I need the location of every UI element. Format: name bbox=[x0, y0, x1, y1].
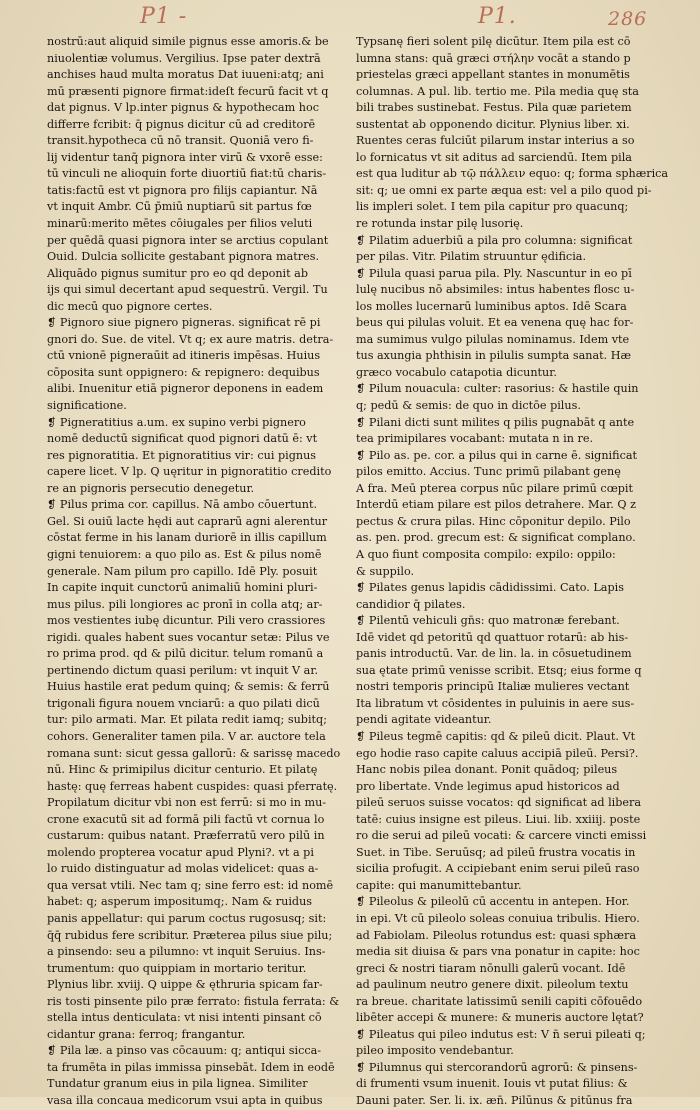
marginal-note-left: P1 - bbox=[140, 4, 188, 29]
text-line: anchises haud multa moratus Dat iuueni:atq; ani bbox=[47, 68, 324, 82]
text-line: cohors. Generaliter tamen pila. V ar. auctore tela bbox=[47, 729, 326, 743]
text-line: stella intus denticulata: vt nisi intenti pinsant cō bbox=[47, 1011, 322, 1025]
text-line: di frumenti vsum inuenit. Iouis vt putat filius: & bbox=[356, 1077, 628, 1091]
text-line: res pignoratitia. Et pignoratitius vir: cui pignus bbox=[47, 448, 317, 462]
text-line: ❡ Pilani dicti sunt milites q pilis pugnabāt q ante bbox=[356, 415, 635, 429]
text-line: dat pignus. V lp.inter pignus & hypothecam hoc bbox=[47, 101, 319, 115]
text-line: ad paulinum neutro genere dixit. pileolum textu bbox=[356, 978, 629, 992]
text-line: priestelas græci appellant stantes in monumētis bbox=[356, 68, 630, 82]
text-line: los molles lucernarū luminibus aptos. Idē Scara bbox=[356, 299, 627, 313]
text-line: panis introductū. Var. de lin. la. in cōsuetudinem bbox=[356, 647, 632, 661]
text-line: ❡ Pilo as. pe. cor. a pilus qui in carne ē. significat bbox=[356, 448, 637, 462]
text-line: capere licet. V lp. Q uęritur in pignoratitio credito bbox=[47, 465, 332, 479]
text-line: ❡ Pileolus & pileolū cū accentu in antepen. Hor. bbox=[356, 895, 630, 909]
text-line: ego hodie raso capite caluus accipiā pileū. Persi?. bbox=[356, 746, 639, 760]
text-line: sua ętate primū venisse scribit. Etsq; eius forme q bbox=[356, 663, 642, 677]
text-line: dic mecū quo pignore certes. bbox=[47, 299, 213, 313]
folio-number: 286 bbox=[608, 8, 648, 30]
text-line: sit: q; ue omni ex parte æqua est: vel a pilo quod pi- bbox=[356, 183, 652, 197]
text-line: Idē videt qd petoritū qd quattuor rotarū: ab his- bbox=[356, 630, 629, 644]
text-line: pro libertate. Vnde legimus apud historicos ad bbox=[356, 779, 620, 793]
text-line: vt inquit Ambr. Cū p̄miū nuptiarū sit partus fœ bbox=[47, 200, 312, 214]
text-line: mū præsenti pignore firmat:ideſt fecurū facit vt q bbox=[47, 84, 329, 98]
text-line: ❡ Pignoro siue pignero pigneras. significat rē pi bbox=[47, 316, 321, 330]
text-line: ❡ Pilates genus lapidis cādidissimi. Cato. Lapis bbox=[356, 581, 624, 595]
text-line: gigni tenuiorem: a quo pilo as. Est & pilus nomē bbox=[47, 547, 322, 561]
text-line: significatione. bbox=[47, 399, 127, 413]
text-line: ❡ Pilula quasi parua pila. Ply. Nascuntur in eo pī bbox=[356, 266, 632, 280]
text-line: lumna stans: quā græci στήλην vocāt a stando p bbox=[356, 51, 631, 65]
text-line: ❡ Pilum nouacula: culter: rasorius: & hastile quin bbox=[356, 382, 639, 396]
text-line: lij videntur tanq̄ pignora inter virū & vxorē esse: bbox=[47, 150, 323, 164]
text-line: sicilia profugit. A ccipiebant enim serui pileū raso bbox=[356, 862, 640, 876]
text-line: & suppilo. bbox=[356, 564, 415, 578]
text-line: ijs qui simul decertant apud sequestrū. Vergil. Tu bbox=[47, 283, 328, 297]
text-line: q̄q̄ rubidus fere scribitur. Præterea pilus siue pilu; bbox=[47, 928, 333, 942]
text-line: ❡ Pileus tegmē capitis: qd & pileū dicit. Plaut. Vt bbox=[356, 729, 636, 743]
marginal-note-center: P1. bbox=[478, 4, 517, 29]
text-line: as. pen. prod. grecum est: & significat complano. bbox=[356, 531, 636, 545]
text-line: mus pilus. pili longiores ac pronī in colla atq; ar- bbox=[47, 597, 323, 611]
text-line: ta frumēta in pilas immissa pinsebāt. Idem in eodē bbox=[47, 1060, 335, 1074]
text-line: pertinendo dictum quasi perilum: vt inquit V ar. bbox=[47, 663, 319, 677]
text-line: lis impleri solet. I tem pila capitur pro quacunq; bbox=[356, 200, 629, 214]
text-line: in epi. Vt cū pileolo soleas conuiua tribulis. Hiero. bbox=[356, 911, 640, 925]
text-line: pendi agitate videantur. bbox=[356, 713, 492, 727]
text-line: Plynius libr. xviij. Q uippe & ęthruria spicam far- bbox=[47, 978, 323, 992]
text-line: custarum: quibus natant. Præferratū vero pilū in bbox=[47, 829, 325, 843]
text-line: græco vocabulo catapotia dicuntur. bbox=[356, 365, 557, 379]
text-line: tatē: cuius insigne est pileus. Liui. lib. xxiiij. poste bbox=[356, 812, 641, 826]
text-line: cidantur grana: ferroq; frangantur. bbox=[47, 1027, 246, 1041]
text-line: trigonali figura nouem vnciarū: a quo pilati dicū bbox=[47, 696, 320, 710]
text-line: tur: pilo armati. Mar. Et pilata redit iamq; subitq; bbox=[47, 713, 327, 727]
text-line: mos vestientes iubę dicuntur. Pili vero crassiores bbox=[47, 614, 326, 628]
text-line: rigidi. quales habent sues vocantur setæ: Pilus ve bbox=[47, 630, 330, 644]
text-line: ro prima prod. qd & pilū dicitur. telum romanū a bbox=[47, 647, 324, 661]
text-line: ma sumimus vulgo pilulas nominamus. Idem vte bbox=[356, 332, 630, 346]
text-line: Suet. in Tibe. Seruūsq; ad pileū frustra vocatis in bbox=[356, 845, 636, 859]
text-line: ad Fabiolam. Pileolus rotundus est: quasi sphæra bbox=[356, 928, 637, 942]
text-line: In capite inquit cunctorū animaliū homini pluri- bbox=[47, 581, 318, 595]
text-line: greci & nostri tiaram nōnulli galerū vocant. Idē bbox=[356, 961, 626, 975]
text-line: hastę: quę ferreas habent cuspides: quasi pferratę. bbox=[47, 779, 338, 793]
text-line: nostri temporis principū Italiæ mulieres vectant bbox=[356, 680, 630, 694]
text-line: alibi. Inuenitur etiā pigneror deponens in eadem bbox=[47, 382, 324, 396]
text-line: Gel. Si ouiū lacte hędi aut caprarū agni alerentur bbox=[47, 514, 328, 528]
text-line: lulę nucibus nō absimiles: intus habentes flosc u- bbox=[356, 283, 635, 297]
text-line: Huius hastile erat pedum quinq; & semis: & ferrū bbox=[47, 680, 330, 694]
text-line: ctū vnionē pigneraūit ad itineris impēsas. Huius bbox=[47, 349, 321, 363]
text-line: panis appellatur: qui parum coctus rugosusq; sit: bbox=[47, 911, 327, 925]
text-line: cōposita sunt oppignero: & repignero: dequibus bbox=[47, 365, 320, 379]
text-line: sustentat ab opponendo dicitur. Plynius liber. xi. bbox=[356, 117, 630, 131]
text-line: per quēdā quasi pignora inter se arctius copulant bbox=[47, 233, 329, 247]
text-line: ❡ Pilumnus qui stercorandorū agrorū: & pinsens- bbox=[356, 1060, 638, 1074]
text-line: vasa illa concaua medicorum vsui apta in quibus bbox=[47, 1094, 323, 1107]
text-line: lo fornicatus vt sit aditus ad sarciendū. Item pila bbox=[356, 150, 632, 164]
text-line: tus axungia phthisin in pilulis sumpta sanat. Hæ bbox=[356, 349, 632, 363]
text-line: Hanc nobis pilea donant. Ponit quādoq; pileus bbox=[356, 763, 618, 777]
text-line: pilos emitto. Accius. Tunc primū pilabant genę bbox=[356, 465, 621, 479]
text-line: nū. Hinc & primipilus dicitur centurio. Et pilatę bbox=[47, 763, 318, 777]
text-line: candidior q̄ pilates. bbox=[356, 597, 466, 611]
text-line: ❡ Pigneratitius a.um. ex supino verbi pignero bbox=[47, 415, 306, 429]
text-line: Ita libratum vt cōsidentes in puluinis in aere sus- bbox=[356, 696, 635, 710]
text-line: gnori do. Sue. de vitel. Vt q; ex aure matris. detra- bbox=[47, 332, 334, 346]
text-line: habet: q; asperum impositumq;. Nam & ruidus bbox=[47, 895, 313, 909]
text-line: pileo imposito vendebantur. bbox=[356, 1044, 514, 1058]
text-line: a pinsendo: seu a pilumno: vt inquit Seruius. Ins- bbox=[47, 945, 326, 959]
text-line: niuolentiæ volumus. Vergilius. Ipse pater dextrā bbox=[47, 51, 321, 65]
text-line: A quo fiunt composita compilo: expilo: oppilo: bbox=[356, 547, 616, 561]
text-line: Aliquādo pignus sumitur pro eo qd deponit ab bbox=[47, 266, 309, 280]
text-line: ra breue. charitate latissimū senili capiti cōfouēdo bbox=[356, 994, 643, 1008]
text-column-left bbox=[47, 34, 347, 1110]
text-line: ro die serui ad pileū vocati: & carcere vincti emissi bbox=[356, 829, 647, 843]
text-line: tū vinculi ne alioquin forte diuortiū fiat:tū charis- bbox=[47, 167, 327, 181]
text-line: bili trabes sustinebat. Festus. Pila quæ parietem bbox=[356, 101, 632, 115]
text-line: est qua luditur ab τῷ πάλλειν equo: q; forma sphærica bbox=[356, 167, 669, 181]
text-line: lo ruido distinguatur ad molas videlicet: quas a- bbox=[47, 862, 319, 876]
text-line: tatis:factū est vt pignora pro filijs capiantur. Nā bbox=[47, 183, 318, 197]
text-line: differre fcribit: q̄ pignus dicitur cū ad creditorē bbox=[47, 117, 316, 131]
text-line: re an pignoris persecutio denegetur. bbox=[47, 481, 255, 495]
text-line: molendo propterea vocatur apud Plyni?. vt a pi bbox=[47, 845, 314, 859]
text-line: ris tosti pinsente pilo præ ferrato: fistula ferrata: & bbox=[47, 994, 340, 1008]
text-line: Ruentes ceras fulciūt pilarum instar interius a so bbox=[356, 134, 635, 148]
text-line: ❡ Pilentū vehiculi gn̄s: quo matronæ ferebant. bbox=[356, 614, 620, 628]
text-line: crone exacutū sit ad formā pili factū vt cornua lo bbox=[47, 812, 325, 826]
text-line: qua versat vtili. Nec tam q; sine ferro est: id nomē bbox=[47, 878, 334, 892]
text-line: pectus & crura pilas. Hinc cōponitur depilo. Pilo bbox=[356, 514, 631, 528]
text-line: Dauni pater. Ser. li. ix. æn̄. Pilūnus & pitūnus fra bbox=[356, 1094, 633, 1107]
text-line: Tundatur granum eius in pila lignea. Similiter bbox=[47, 1077, 308, 1091]
text-line: re rotunda instar pilę lusorię. bbox=[356, 217, 524, 231]
text-line: generale. Nam pilum pro capillo. Idē Ply. posuit bbox=[47, 564, 318, 578]
text-line: libēter accepi & munere: & muneris auctore lętat? bbox=[356, 1011, 644, 1025]
text-line: romana sunt: sicut gessa gallorū: & sarissę macedo bbox=[47, 746, 341, 760]
text-line: nomē deductū significat quod pignori datū ē: vt bbox=[47, 432, 318, 446]
text-line: Interdū etiam pilare est pilos detrahere. Mar. Q z bbox=[356, 498, 636, 512]
text-line: media sit diuisa & pars vna ponatur in capite: hoc bbox=[356, 945, 640, 959]
text-line: tea primipilares vocabant: mutata n in re. bbox=[356, 432, 594, 446]
text-line: Typsanę fieri solent pilę dicūtur. Item pila est cō bbox=[356, 35, 631, 48]
text-line: nostrū:aut aliquid simile pignus esse amoris.& be bbox=[47, 35, 329, 48]
text-line: Ouid. Dulcia sollicite gestabant pignora matres. bbox=[47, 250, 320, 264]
text-line: ❡ Pilus prima cor. capillus. Nā ambo cōuertunt. bbox=[47, 498, 318, 512]
text-line: ❡ Pila læ. a pinso vas cōcauum: q; antiqui sicca- bbox=[47, 1044, 322, 1058]
text-line: Propilatum dicitur vbi non est ferrū: si mo in mu- bbox=[47, 796, 327, 810]
text-line: ❡ Pilatim aduerbiū a pila pro columna: significat bbox=[356, 233, 633, 247]
text-line: ❡ Pileatus qui pileo indutus est: V n̄ serui pileati q; bbox=[356, 1027, 646, 1041]
text-line: A fra. Meū pterea corpus nūc pilare primū cœpit bbox=[356, 481, 633, 495]
text-line: transit.hypotheca cū nō transit. Quoniā vero fi- bbox=[47, 134, 314, 148]
text-line: beus qui pilulas voluit. Et ea venena quę hac for- bbox=[356, 316, 634, 330]
text-line: trumentum: quo quippiam in mortario teritur. bbox=[47, 961, 307, 975]
text-line: q; pedū & semis: de quo in dictōe pilus. bbox=[356, 399, 581, 413]
text-line: capite: qui manumittebantur. bbox=[356, 878, 522, 892]
text-line: pileū seruos suisse vocatos: qd significat ad libera bbox=[356, 796, 642, 810]
text-line: minarū:merito mētes cōiugales per filios veluti bbox=[47, 217, 313, 231]
text-line: columnas. A pul. lib. tertio me. Pila media quę sta bbox=[356, 84, 639, 98]
text-line: cōstat ferme in his lanam duriorē in illis capillum bbox=[47, 531, 327, 545]
text-line: per pilas. Vitr. Pilatim struuntur ędificia. bbox=[356, 250, 587, 264]
text-column-right bbox=[356, 34, 674, 1110]
